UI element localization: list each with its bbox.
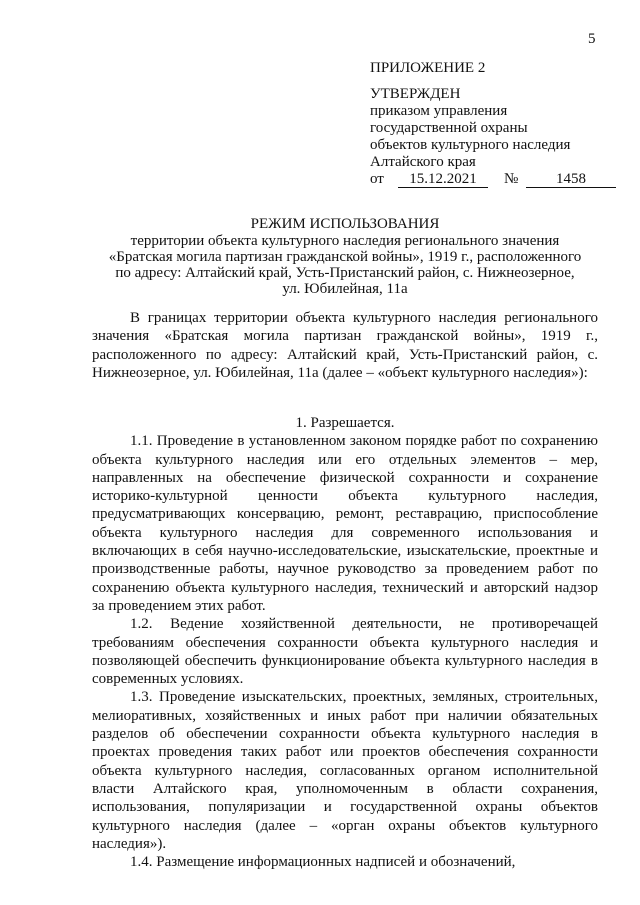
paragraph-1-4: 1.4. Размещение информационных надписей и обозначений, [130,854,516,871]
order-number: 1458 [526,172,616,188]
intro-block [92,309,598,382]
intro-paragraph: В границах территории объекта культурного наследия регионального значения «Братская могила партизан гражданской войны», 1919 г., расположенного по адресу: Алтайский край, Усть-Пристанский район, с. Нижнеозерное, ул. Юбилейная, 11а (далее – «объект культурного наследия»): [92,310,598,381]
appendix-block [370,60,616,188]
approved-line-4: Алтайского края [370,154,476,170]
section-1 [92,414,598,871]
order-date-row [370,171,616,188]
paragraph-1-1: 1.1. Проведение в установленном законом порядке работ по сохранению объекта культурного наследия или его отдельных элементов – мер, направленных на обеспечение физической сохранности и сохранение историко-культурной ценности объекта культурного наследия, предусматривающих консервацию, ремонт, реставрацию, приспособление объекта культурного наследия для современного использования и включающих в себя научно-исследовательские, изыскательские, проектные и производственные работы, научное руководство за проведением работ по сохранению объекта культурного наследия, технический и авторский надзор за проведением этих работ. [92,433,598,614]
title-sub-3: по адресу: Алтайский край, Усть-Пристанский район, с. Нижнеозерное, [115,265,575,281]
section-1-heading: 1. Разрешается. [295,415,395,431]
title-sub-2: «Братская могила партизан гражданской войны», 1919 г., расположенного [108,249,582,265]
order-date: 15.12.2021 [398,172,488,188]
appendix-heading: ПРИЛОЖЕНИЕ 2 [370,60,486,76]
document-title [92,215,598,297]
paragraph-1-3: 1.3. Проведение изыскательских, проектных, земляных, строительных, мелиоративных, хозяйственных и иных работ при наличии обязательных разделов об обеспечении сохранности объекта культурного наследия в проектах проведения таких работ или проектов обеспечения сохранности объекта культурного наследия, согласованных органом исполнительной власти Алтайского края, уполномоченным в области сохранения, использования, популяризации и государственной охраны объектов культурного наследия (далее – «орган охраны объектов культурного наследия»). [92,689,598,852]
approved-line-3: объектов культурного наследия [370,137,571,153]
page-number: 5 [588,31,596,47]
number-sign: № [504,171,519,187]
approved-line-1: приказом управления [370,103,508,119]
title-sub-4: ул. Юбилейная, 11а [282,281,408,297]
approved-label: УТВЕРЖДЕН [370,86,461,102]
title-sub-1: территории объекта культурного наследия регионального значения [130,233,560,249]
approved-line-2: государственной охраны [370,120,528,136]
title-main: РЕЖИМ ИСПОЛЬЗОВАНИЯ [250,216,440,232]
paragraph-1-2: 1.2. Ведение хозяйственной деятельности, не противоречащей требованиям обеспечения сохранности объекта культурного наследия и позволяющей обеспечить функционирование объекта культурного наследия в современных условиях. [92,616,598,688]
date-prefix: от [370,171,384,187]
